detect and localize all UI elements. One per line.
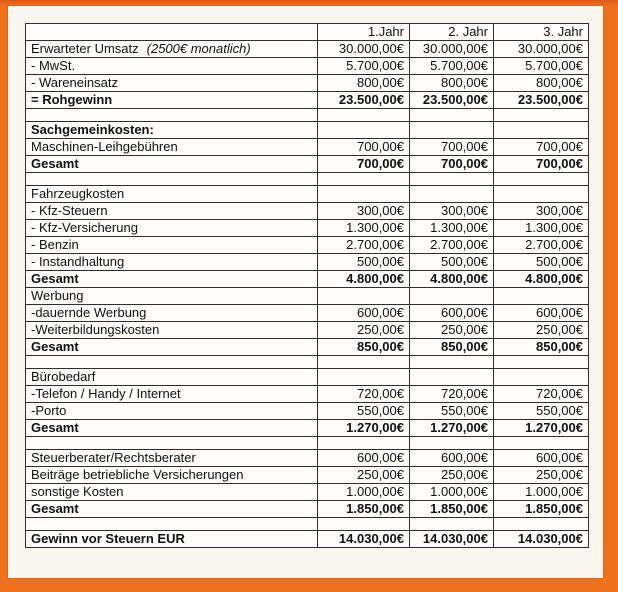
row-value: 800,00€ — [318, 75, 410, 92]
row-value — [318, 369, 410, 386]
row-value: 23.500,00€ — [318, 92, 410, 109]
row-value: 600,00€ — [410, 305, 494, 322]
table-row — [26, 156, 589, 173]
row-value: 300,00€ — [318, 203, 410, 220]
row-label — [26, 356, 318, 369]
row-value: 30.000,00€ — [494, 41, 589, 58]
row-value — [318, 518, 410, 531]
row-value — [410, 109, 494, 122]
row-value: 850,00€ — [494, 339, 589, 356]
row-value: 600,00€ — [318, 305, 410, 322]
row-value: 1.300,00€ — [494, 220, 589, 237]
row-value: 5.700,00€ — [318, 58, 410, 75]
row-value — [494, 173, 589, 186]
row-value: 500,00€ — [410, 254, 494, 271]
table-body — [26, 41, 589, 548]
table-row — [26, 139, 589, 156]
table-row — [26, 467, 589, 484]
row-value — [494, 518, 589, 531]
row-label: Gesamt — [26, 271, 318, 288]
row-value — [494, 186, 589, 203]
row-value: 30.000,00€ — [410, 41, 494, 58]
row-label — [26, 173, 318, 186]
row-label: = Rohgewinn — [26, 92, 318, 109]
row-value: 800,00€ — [410, 75, 494, 92]
row-value: 4.800,00€ — [410, 271, 494, 288]
row-label: -Telefon / Handy / Internet — [26, 386, 318, 403]
row-value — [410, 173, 494, 186]
row-value — [318, 173, 410, 186]
row-value: 500,00€ — [494, 254, 589, 271]
row-value: 250,00€ — [494, 467, 589, 484]
row-label — [26, 437, 318, 450]
row-label: Gesamt — [26, 156, 318, 173]
row-value: 600,00€ — [494, 305, 589, 322]
header-year-1: 1.Jahr — [318, 24, 410, 41]
row-value: 700,00€ — [494, 156, 589, 173]
table-row — [26, 186, 589, 203]
table-row — [26, 288, 589, 305]
header-year-3: 3. Jahr — [494, 24, 589, 41]
table-row — [26, 339, 589, 356]
row-value — [410, 122, 494, 139]
row-value: 23.500,00€ — [410, 92, 494, 109]
finance-table — [25, 23, 589, 548]
row-label: Steuerberater/Rechtsberater — [26, 450, 318, 467]
row-value: 550,00€ — [318, 403, 410, 420]
row-value: 550,00€ — [410, 403, 494, 420]
row-value: 14.030,00€ — [410, 531, 494, 548]
row-value: 1.000,00€ — [410, 484, 494, 501]
row-value — [410, 518, 494, 531]
row-label: - Benzin — [26, 237, 318, 254]
row-value — [494, 369, 589, 386]
table-row — [26, 122, 589, 139]
row-value — [494, 109, 589, 122]
spacer-row — [26, 109, 589, 122]
row-value — [494, 122, 589, 139]
page-background — [7, 5, 604, 579]
row-label: Beiträge betriebliche Versicherungen — [26, 467, 318, 484]
table-row — [26, 305, 589, 322]
row-value — [318, 186, 410, 203]
row-value: 4.800,00€ — [318, 271, 410, 288]
row-label: -Porto — [26, 403, 318, 420]
row-value: 2.700,00€ — [410, 237, 494, 254]
table-row — [26, 271, 589, 288]
row-value: 700,00€ — [318, 139, 410, 156]
row-value: 1.850,00€ — [410, 501, 494, 518]
spacer-row — [26, 173, 589, 186]
row-value: 23.500,00€ — [494, 92, 589, 109]
row-value: 700,00€ — [410, 139, 494, 156]
row-label: Sachgemeinkosten: — [26, 122, 318, 139]
row-value: 720,00€ — [410, 386, 494, 403]
row-label: - Kfz-Versicherung — [26, 220, 318, 237]
row-value: 850,00€ — [410, 339, 494, 356]
row-value: 14.030,00€ — [494, 531, 589, 548]
table-row — [26, 41, 589, 58]
row-value: 720,00€ — [494, 386, 589, 403]
row-label: sonstige Kosten — [26, 484, 318, 501]
table-row — [26, 58, 589, 75]
row-value: 1.270,00€ — [318, 420, 410, 437]
row-label: Gewinn vor Steuern EUR — [26, 531, 318, 548]
table-row — [26, 484, 589, 501]
spacer-row — [26, 356, 589, 369]
row-label: Werbung — [26, 288, 318, 305]
row-value: 1.000,00€ — [494, 484, 589, 501]
row-value: 5.700,00€ — [494, 58, 589, 75]
spacer-row — [26, 518, 589, 531]
row-label: - MwSt. — [26, 58, 318, 75]
row-value — [494, 356, 589, 369]
row-label: Maschinen-Leihgebühren — [26, 139, 318, 156]
table-row — [26, 386, 589, 403]
row-value: 850,00€ — [318, 339, 410, 356]
row-label: - Instandhaltung — [26, 254, 318, 271]
row-label: Gesamt — [26, 420, 318, 437]
row-value: 700,00€ — [410, 156, 494, 173]
row-value — [410, 288, 494, 305]
row-value — [410, 356, 494, 369]
row-value — [410, 186, 494, 203]
row-value: 600,00€ — [494, 450, 589, 467]
row-label: - Wareneinsatz — [26, 75, 318, 92]
row-label-note: (2500€ monatlich) — [146, 41, 251, 56]
row-value: 550,00€ — [494, 403, 589, 420]
table-row — [26, 450, 589, 467]
row-value: 5.700,00€ — [410, 58, 494, 75]
row-label — [26, 518, 318, 531]
row-value — [318, 356, 410, 369]
row-label — [26, 109, 318, 122]
row-value: 500,00€ — [318, 254, 410, 271]
row-value — [494, 288, 589, 305]
row-value: 30.000,00€ — [318, 41, 410, 58]
row-value — [410, 369, 494, 386]
table-row — [26, 220, 589, 237]
row-label: Gesamt — [26, 339, 318, 356]
table-row — [26, 92, 589, 109]
row-label: Fahrzeugkosten — [26, 186, 318, 203]
row-value: 1.000,00€ — [318, 484, 410, 501]
row-value: 700,00€ — [494, 139, 589, 156]
row-value: 250,00€ — [494, 322, 589, 339]
row-value: 1.270,00€ — [410, 420, 494, 437]
row-value: 2.700,00€ — [494, 237, 589, 254]
table-row — [26, 237, 589, 254]
row-value: 1.270,00€ — [494, 420, 589, 437]
row-value — [494, 437, 589, 450]
row-value: 600,00€ — [410, 450, 494, 467]
row-value: 4.800,00€ — [494, 271, 589, 288]
spacer-row — [26, 437, 589, 450]
row-value: 600,00€ — [318, 450, 410, 467]
row-value: 250,00€ — [318, 467, 410, 484]
row-value: 720,00€ — [318, 386, 410, 403]
row-value: 1.850,00€ — [494, 501, 589, 518]
row-label: -dauernde Werbung — [26, 305, 318, 322]
row-value: 14.030,00€ — [318, 531, 410, 548]
row-value: 300,00€ — [410, 203, 494, 220]
table-header-row — [26, 24, 589, 41]
table-row — [26, 420, 589, 437]
row-value: 1.850,00€ — [318, 501, 410, 518]
row-label: Bürobedarf — [26, 369, 318, 386]
row-value — [410, 437, 494, 450]
row-value: 250,00€ — [318, 322, 410, 339]
row-value: 300,00€ — [494, 203, 589, 220]
row-value: 250,00€ — [410, 322, 494, 339]
row-label: - Kfz-Steuern — [26, 203, 318, 220]
row-value: 700,00€ — [318, 156, 410, 173]
row-label: Erwarteter Umsatz (2500€ monatlich) — [26, 41, 318, 58]
table-row — [26, 403, 589, 420]
row-value: 2.700,00€ — [318, 237, 410, 254]
header-empty-cell — [26, 24, 318, 41]
row-value — [318, 109, 410, 122]
table-row — [26, 203, 589, 220]
table-row — [26, 75, 589, 92]
table-row — [26, 369, 589, 386]
row-value: 1.300,00€ — [410, 220, 494, 237]
row-value: 1.300,00€ — [318, 220, 410, 237]
table-row — [26, 254, 589, 271]
table-row — [26, 501, 589, 518]
row-value: 250,00€ — [410, 467, 494, 484]
table-row — [26, 531, 589, 548]
row-label: Gesamt — [26, 501, 318, 518]
row-value — [318, 437, 410, 450]
row-label: -Weiterbildungskosten — [26, 322, 318, 339]
table-row — [26, 322, 589, 339]
row-value — [318, 122, 410, 139]
row-value: 800,00€ — [494, 75, 589, 92]
row-value — [318, 288, 410, 305]
header-year-2: 2. Jahr — [410, 24, 494, 41]
